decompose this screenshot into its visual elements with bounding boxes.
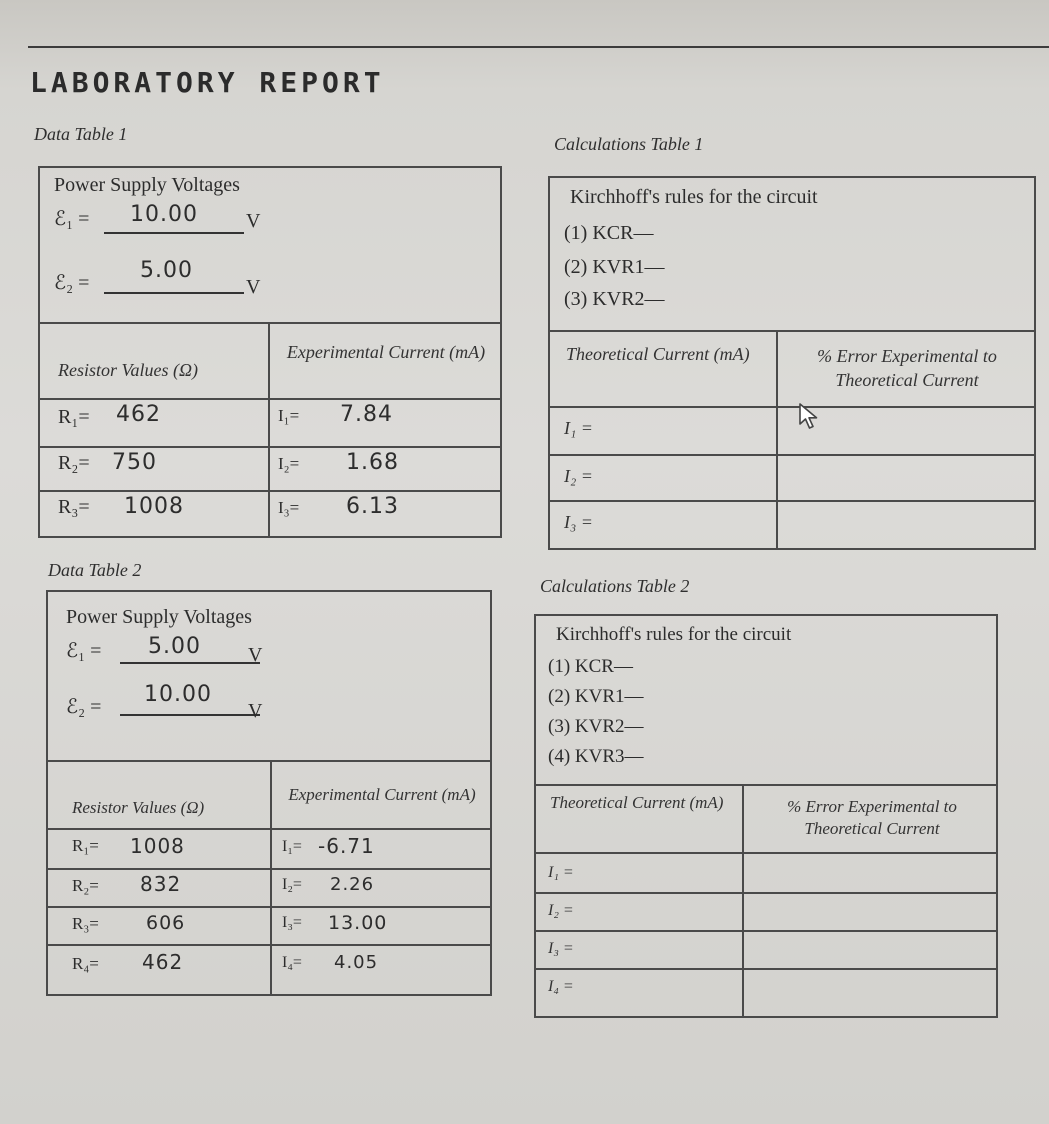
table-row-i-value: 6.13: [346, 494, 399, 519]
emf2-value: 10.00: [144, 682, 212, 707]
table-row-label: I₁ =: [564, 418, 593, 438]
rule-item: (3) KVR2—: [548, 716, 644, 737]
col-header-current: Experimental Current (mA): [288, 785, 476, 804]
rule-item: (2) KVR1—: [548, 686, 644, 707]
table-row-r-label: R₃=: [58, 496, 90, 518]
power-supply-heading: Power Supply Voltages: [66, 606, 252, 628]
col-header-error: % Error Experimental to Theoretical Current: [787, 797, 957, 838]
emf2-underline: [120, 714, 260, 716]
table-row-label: I₄ =: [548, 978, 574, 995]
table-row-i-label: I₂=: [282, 876, 302, 893]
table-row-r-label: R₂=: [72, 876, 99, 895]
kirchhoff-heading: Kirchhoff's rules for the circuit: [556, 624, 792, 645]
table-row-r-value: 606: [146, 912, 186, 934]
emf1-unit: V: [248, 644, 263, 666]
kirchhoff-heading: Kirchhoff's rules for the circuit: [570, 186, 818, 208]
emf1-label: ℰ₁ =: [54, 208, 90, 230]
table-row-r-value: 462: [142, 950, 184, 974]
emf1-unit: V: [246, 210, 261, 232]
col-header-resistor: Resistor Values (Ω): [58, 360, 199, 380]
table-row-i-label: I₃=: [278, 498, 300, 517]
emf1-underline: [104, 232, 244, 234]
emf1-underline: [120, 662, 260, 664]
col-header-resistor: Resistor Values (Ω): [72, 798, 205, 817]
table-row-i-value: 7.84: [340, 402, 393, 427]
table-row-i-label: I₃=: [282, 914, 302, 931]
table-row-r-value: 832: [140, 872, 182, 896]
table-row-i-value: 13.00: [328, 912, 388, 934]
table-row-i-value: -6.71: [318, 834, 375, 858]
table-row-r-label: R₃=: [72, 914, 99, 933]
col-header-current: Experimental Current (mA): [286, 342, 486, 362]
table-row-r-label: R₁=: [58, 406, 90, 428]
table-row-i-label: I₄=: [282, 954, 302, 971]
data-table-2: [46, 590, 492, 996]
table-row-r-label: R₂=: [58, 452, 90, 474]
table-row-r-label: R₁=: [72, 836, 99, 855]
table-row-label: I₃ =: [548, 940, 574, 957]
emf1-value: 10.00: [130, 202, 198, 227]
table-row-r-value: 1008: [130, 834, 185, 858]
table-row-label: I₁ =: [548, 864, 574, 881]
calc-table-2-caption: Calculations Table 2: [540, 576, 690, 596]
report-title: LABORATORY REPORT: [30, 66, 385, 99]
emf2-value: 5.00: [140, 258, 193, 283]
calc-table-1-caption: Calculations Table 1: [554, 134, 704, 154]
col-header-theoretical: Theoretical Current (mA): [550, 793, 724, 812]
calc-table-2: [534, 614, 998, 1018]
table-row-r-value: 1008: [124, 494, 184, 519]
calc-table-1: [548, 176, 1036, 550]
table-row-i-label: I₁=: [278, 406, 300, 425]
emf2-underline: [104, 292, 244, 294]
table-row-r-value: 462: [116, 402, 161, 427]
power-supply-heading: Power Supply Voltages: [54, 174, 240, 196]
rule-item: (2) KVR1—: [564, 256, 665, 278]
rule-item: (1) KCR—: [548, 656, 633, 677]
header-rule: [28, 46, 1049, 48]
table-row-r-label: R₄=: [72, 954, 99, 973]
col-header-theoretical: Theoretical Current (mA): [566, 344, 750, 364]
table-row-r-value: 750: [112, 450, 157, 475]
data-table-2-caption: Data Table 2: [48, 560, 142, 580]
emf1-label: ℰ₁ =: [66, 640, 102, 662]
rule-item: (1) KCR—: [564, 222, 654, 244]
data-table-1: [38, 166, 502, 538]
table-row-label: I₂ =: [564, 466, 593, 486]
table-row-i-value: 1.68: [346, 450, 399, 475]
mouse-pointer-icon: [797, 402, 827, 432]
emf2-unit: V: [248, 700, 263, 722]
emf1-value: 5.00: [148, 634, 201, 659]
col-header-error: % Error Experimental to Theoretical Current: [817, 346, 997, 390]
table-row-label: I₂ =: [548, 902, 574, 919]
table-row-i-label: I₂=: [278, 454, 300, 473]
table-row-i-value: 4.05: [334, 952, 379, 973]
table-row-i-label: I₁=: [282, 838, 302, 855]
table-row-i-value: 2.26: [330, 874, 375, 895]
rule-item: (4) KVR3—: [548, 746, 644, 767]
emf2-unit: V: [246, 276, 261, 298]
emf2-label: ℰ₂ =: [54, 272, 90, 294]
data-table-1-caption: Data Table 1: [34, 124, 128, 144]
emf2-label: ℰ₂ =: [66, 696, 102, 718]
rule-item: (3) KVR2—: [564, 288, 665, 310]
table-row-label: I₃ =: [564, 512, 593, 532]
